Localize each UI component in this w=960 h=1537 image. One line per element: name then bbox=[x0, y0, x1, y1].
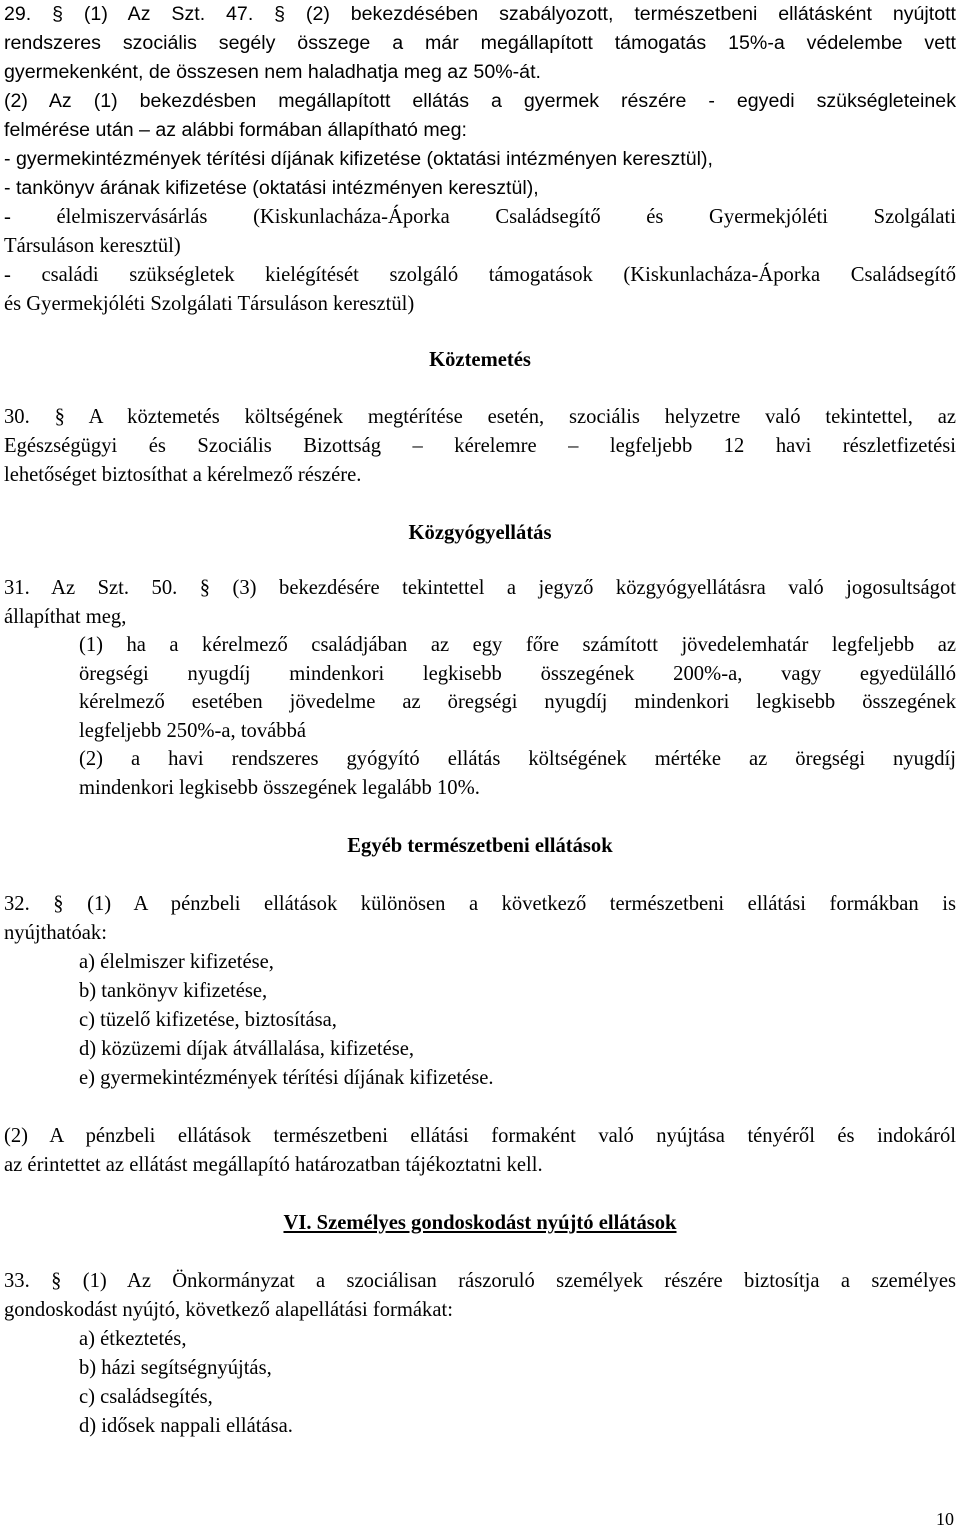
list-item-line: Társuláson keresztül) bbox=[4, 235, 181, 257]
chapter-heading-vi bbox=[4, 1209, 956, 1238]
paragraph-29-line-3: gyermekenként, de összesen nem haladhatja meg az 50%-át. bbox=[4, 61, 541, 83]
paragraph-33-line-1: 33. § (1) Az Önkormányzat a szociálisan rászoruló személyek részére biztosítja a személyes bbox=[4, 1270, 956, 1292]
paragraph-31-2-line-2: mindenkori legkisebb összegének legalább 10%. bbox=[79, 777, 480, 799]
paragraph-31-1-line-2: öregségi nyugdíj mindenkori legkisebb összegének 200%-a, vagy egyedülálló bbox=[79, 663, 956, 685]
paragraph-31-line-1: 31. Az Szt. 50. § (3) bekezdésére tekintettel a jegyző közgyógyellátásra való jogosultságot bbox=[4, 577, 956, 599]
list-item-line: - gyermekintézmények térítési díjának kifizetése (oktatási intézményen keresztül), bbox=[4, 148, 713, 170]
list-item: d) idősek nappali ellátása. bbox=[79, 1415, 293, 1437]
list-item: c) családsegítés, bbox=[79, 1386, 213, 1408]
paragraph-30-line-2: Egészségügyi és Szociális Bizottság – kérelemre – legfeljebb 12 havi részletfizetési bbox=[4, 435, 956, 457]
list-item-line: - élelmiszervásárlás (Kiskunlacháza-Áporka Családsegítő és Gyermekjóléti Szolgálati bbox=[4, 206, 956, 228]
paragraph-29-line-2: rendszeres szociális segély összege a már megállapított támogatás 15%-a védelembe vett bbox=[4, 32, 956, 54]
paragraph-31-1-line-1: (1) ha a kérelmező családjában az egy főre számított jövedelemhatár legfeljebb az bbox=[79, 634, 956, 656]
paragraph-32-2-line-2: az érintettet az ellátást megállapító határozatban tájékoztatni kell. bbox=[4, 1154, 543, 1176]
paragraph-30-line-3: lehetőséget biztosíthat a kérelmező részére. bbox=[4, 464, 362, 486]
section-heading-egyeb-termeszetbeni: Egyéb természetbeni ellátások bbox=[347, 835, 613, 857]
list-item: a) étkeztetés, bbox=[79, 1328, 187, 1350]
paragraph-29-2-line-2: felmérése után – az alábbi formában állapítható meg: bbox=[4, 119, 467, 141]
paragraph-29-2-line-1: (2) Az (1) bekezdésben megállapított ellátás a gyermek részére - egyedi szükségleteinek bbox=[4, 90, 956, 112]
list-item: b) házi segítségnyújtás, bbox=[79, 1357, 272, 1379]
paragraph-30-line-1: 30. § A köztemetés költségének megtérítése esetén, szociális helyzetre való tekintettel, az bbox=[4, 406, 956, 428]
paragraph-31-2-line-1: (2) a havi rendszeres gyógyító ellátás költségének mértéke az öregségi nyugdíj bbox=[79, 748, 956, 770]
paragraph-31-line-2: állapíthat meg, bbox=[4, 606, 127, 628]
paragraph-32-2-line-1: (2) A pénzbeli ellátások természetbeni ellátási formaként való nyújtása tényéről és indokáról bbox=[4, 1125, 956, 1147]
page-number: 10 bbox=[936, 1509, 954, 1529]
list-item: b) tankönyv kifizetése, bbox=[79, 980, 268, 1002]
chapter-heading-vi-text: VI. Személyes gondoskodást nyújtó ellátások bbox=[283, 1212, 677, 1234]
paragraph-29-line-1: 29. § (1) Az Szt. 47. § (2) bekezdésében szabályozott, természetbeni ellátásként nyújtott bbox=[4, 3, 956, 25]
list-item-line: - családi szükségletek kielégítését szolgáló támogatások (Kiskunlacháza-Áporka Családsegítő bbox=[4, 264, 956, 286]
section-heading-kozgyogyellatas: Közgyógyellátás bbox=[408, 522, 552, 544]
paragraph-33-line-2: gondoskodást nyújtó, következő alapellátási formákat: bbox=[4, 1299, 453, 1321]
list-item-line: - tankönyv árának kifizetése (oktatási intézményen keresztül), bbox=[4, 177, 539, 199]
list-item: e) gyermekintézmények térítési díjának kifizetése. bbox=[79, 1067, 494, 1089]
paragraph-31-1-line-3: kérelmező esetében jövedelme az öregségi nyugdíj mindenkori legkisebb összegének bbox=[79, 691, 956, 713]
section-heading-koztemetes: Köztemetés bbox=[429, 349, 531, 371]
paragraph-31-1-line-4: legfeljebb 250%-a, továbbá bbox=[79, 720, 307, 742]
list-item: a) élelmiszer kifizetése, bbox=[79, 951, 274, 973]
list-item: d) közüzemi díjak átvállalása, kifizetése, bbox=[79, 1038, 415, 1060]
paragraph-32-line-2: nyújthatóak: bbox=[4, 922, 107, 944]
list-item-line: és Gyermekjóléti Szolgálati Társuláson keresztül) bbox=[4, 293, 415, 315]
list-item: c) tüzelő kifizetése, biztosítása, bbox=[79, 1009, 337, 1031]
paragraph-32-line-1: 32. § (1) A pénzbeli ellátások különösen a következő természetbeni ellátási formákban is bbox=[4, 893, 956, 915]
